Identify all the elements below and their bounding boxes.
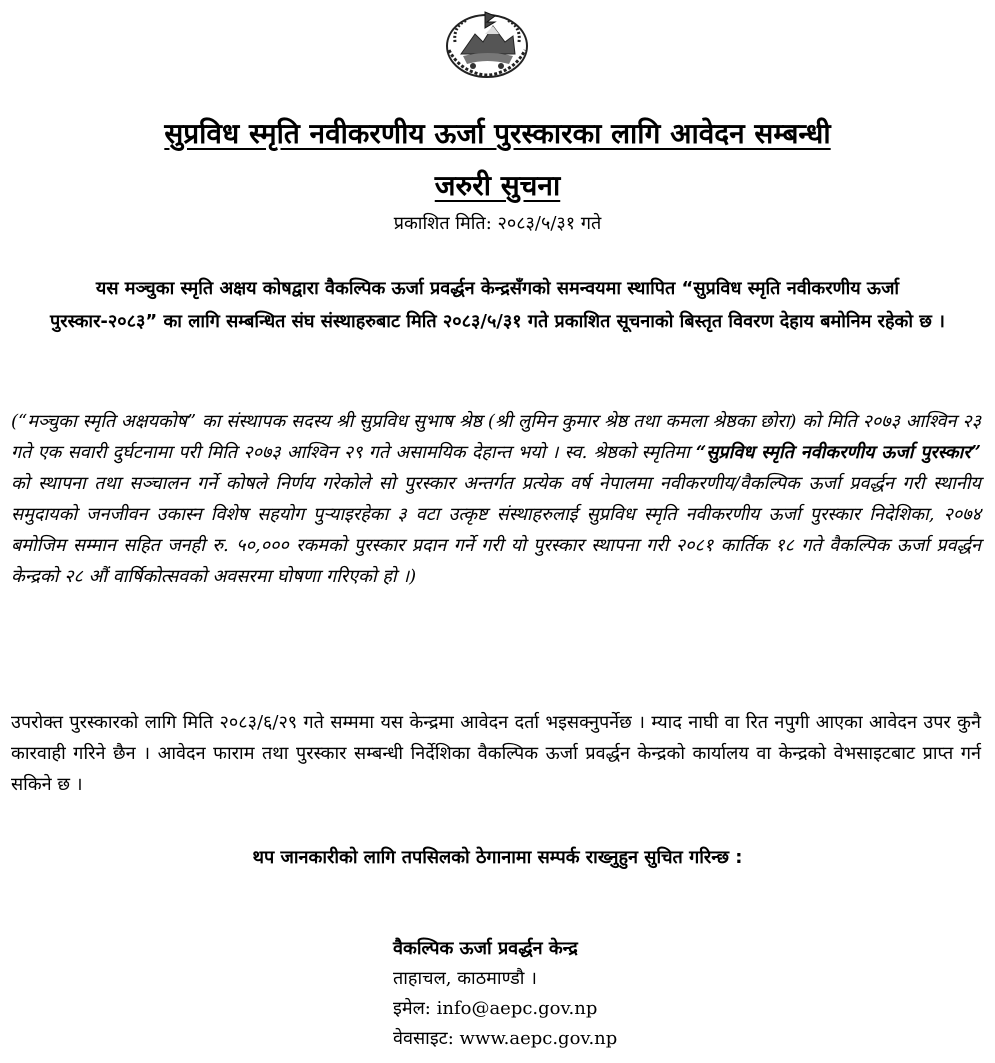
background-text-part2: को स्थापना तथा सञ्चालन गर्ने कोषले निर्णय गरेकोले सो पुरस्कार अन्तर्गत प्रत्येक वर्ष नेपालमा नवीकरणीय/वैकल्पिक ऊर्जा प्रवर्द्धन गरी स्थानीय समुदायको जनजीवन उकास्न विशेष सहयोग पुऱ्याइरहेका ३ वटा उत्कृष्ट संस्थाहरुलाई सुप्रविध स्मृति नवीकरणीय ऊर्जा पुरस्कार निदेशिका, २०७४ बमोजिम सम्मान सहित जनही रु. ५०,००० रकमको पुरस्कार प्रदान गर्ने गरी यो पुरस्कार स्थापना गरी २०८१ कार्तिक १८ गते वैकल्पिक ऊर्जा प्रवर्द्धन केन्द्रको २८ औं वार्षिकोत्सवको अवसरमा घोषणा गरिएको हो ।) xyxy=(11,473,981,587)
background-text-part1: (“मञ्चुका स्मृति अक्षयकोष” का संस्थापक सदस्य श्री सुप्रविध सुभाष श्रेष्ठ (श्री लुमिन कुमार श्रेष्ठ तथा कमला श्रेष्ठका छोरा) को मिति २०७३ आश्विन २३ गते एक सवारी दुर्घटनामा परी मिति २०७३ आश्विन २९ गते असामयिक देहान्त भयो । स्व. श्रेष्ठको स्मृतिमा xyxy=(11,411,981,463)
organization-name: वैकल्पिक ऊर्जा प्रवर्द्धन केन्द्र xyxy=(393,938,578,959)
contact-heading: थप जानकारीको लागि तपसिलको ठेगानामा सम्पर्क राख्नुहुन सुचित गरिन्छ : xyxy=(252,847,743,868)
published-date: प्रकाशित मिति: २०८३/५/३१ गते xyxy=(393,213,602,234)
notice-subtitle: जरुरी सुचना xyxy=(434,169,561,202)
award-name: “सुप्रविध स्मृति नवीकरणीय ऊर्जा पुरस्कार” xyxy=(695,442,981,463)
background-paragraph xyxy=(11,406,981,592)
notice-title: सुप्रविध स्मृति नवीकरणीय ऊर्जा पुरस्कारका लागि आवेदन सम्बन्धी xyxy=(164,117,831,150)
website-line[interactable]: वेवसाइट: www.aepc.gov.np xyxy=(393,1028,618,1049)
intro-paragraph: यस मञ्चुका स्मृति अक्षय कोषद्वारा वैकल्पिक ऊर्जा प्रवर्द्धन केन्द्रसँगको समन्वयमा स्थापित “सुप्रविध स्मृति नवीकरणीय ऊर्जा पुरस्कार-२०८३” का लागि सम्बन्धित संघ संस्थाहरुबाट मिति २०८३/५/३१ गते प्रकाशित सूचनाको बिस्तृत विवरण देहाय बमोनिम रहेको छ । xyxy=(50,278,945,332)
contact-address-block xyxy=(393,934,793,1054)
application-paragraph: उपरोक्त पुरस्कारको लागि मिति २०८३/६/२९ गते सम्ममा यस केन्द्रमा आवेदन दर्ता भइसक्नुपर्नेछ । म्याद नाघी वा रित नपुगी आएका आवेदन उपर कुनै कारवाही गरिने छैन । आवेदन फाराम तथा पुरस्कार सम्बन्धी निर्देशिका वैकल्पिक ऊर्जा प्रवर्द्धन केन्द्रको कार्यालय वा केन्द्रको वेभसाइटबाट प्राप्त गर्न सकिने छ । xyxy=(11,712,981,795)
nepal-emblem-icon xyxy=(443,6,531,80)
address-line: ताहाचल, काठमाण्डौ । xyxy=(393,968,537,989)
email-line[interactable]: इमेल: info@aepc.gov.np xyxy=(393,998,598,1019)
